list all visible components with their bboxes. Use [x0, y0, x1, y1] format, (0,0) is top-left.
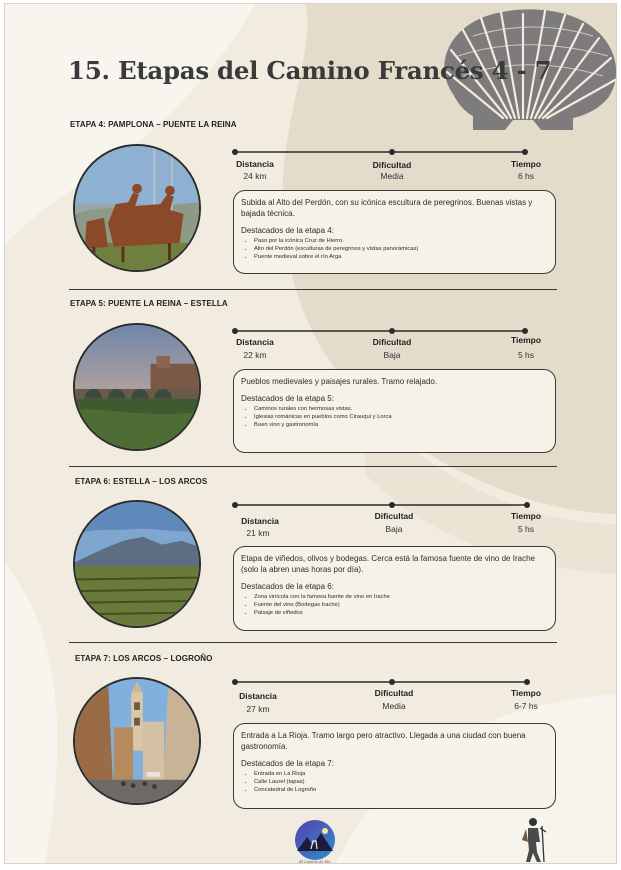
document-page	[4, 3, 617, 864]
highlights-title: Destacados de la etapa 5:	[241, 394, 334, 403]
highlights-list	[241, 405, 549, 430]
highlights-title: Destacados de la etapa 6:	[241, 582, 334, 591]
distance-value: 22 km	[243, 350, 267, 360]
time-value: 5 hs	[517, 524, 535, 534]
stage-info-box	[233, 546, 556, 631]
stage-info-box	[233, 369, 556, 453]
distance-label: Distancia	[241, 516, 279, 526]
stage-title: ETAPA 6: ESTELLA – LOS ARCOS	[75, 477, 208, 486]
stage-description: Etapa de viñedos, olivos y bodegas. Cerca está la famosa fuente de vino de Irache (solo la abren unas horas por día).	[241, 554, 535, 574]
list-item: • Puente medieval sobre el río Arga	[254, 253, 549, 261]
time-label: Tiempo	[510, 688, 542, 698]
timeline-dot	[522, 149, 528, 155]
stage-section	[5, 654, 617, 824]
pilgrim-hiker-icon	[520, 816, 550, 864]
highlights-list	[241, 770, 549, 795]
section-divider	[69, 642, 557, 643]
list-item: • Caminos rurales con hermosas vistas.	[254, 405, 549, 413]
timeline-dot	[522, 328, 528, 334]
difficulty-value: Baja	[385, 524, 403, 534]
timeline-dot	[389, 679, 395, 685]
highlights-title: Destacados de la etapa 4:	[241, 226, 334, 235]
difficulty-value: Media	[380, 171, 404, 181]
list-item: • Entrada en La Rioja	[254, 770, 549, 778]
list-item: • Concatedral de Logroño	[254, 786, 549, 794]
distance-value: 21 km	[246, 528, 270, 538]
stage-title: ETAPA 7: LOS ARCOS – LOGROÑO	[75, 654, 213, 663]
list-item: • Zona vinícola con la famosa fuente de vino en Irache	[254, 593, 549, 601]
timeline-dot	[232, 679, 238, 685]
difficulty-label: Dificultad	[374, 688, 414, 698]
time-label: Tiempo	[510, 511, 542, 521]
stage-description: Pueblos medievales y paisajes rurales. Tramo relajado.	[241, 377, 438, 386]
timeline-dot	[232, 149, 238, 155]
logo-text: El Camino de Fer	[299, 860, 331, 864]
page-title: 15. Etapas del Camino Francés 4 - 7	[68, 56, 552, 85]
list-item: • Fuente del vino (Bodegas Irache)	[254, 601, 549, 609]
stage-title: ETAPA 4: PAMPLONA – PUENTE LA REINA	[70, 120, 237, 129]
timeline-dot	[232, 328, 238, 334]
stage-section	[5, 120, 617, 290]
highlights-list	[241, 593, 549, 618]
list-item: • Iglesias románicas en pueblos como Cirauqui y Lorca	[254, 413, 549, 421]
timeline-dot	[389, 328, 395, 334]
difficulty-label: Dificultad	[374, 511, 414, 521]
timeline-dot	[524, 502, 530, 508]
stage-info-box	[233, 190, 556, 274]
difficulty-label: Dificultad	[372, 337, 412, 347]
stage-title: ETAPA 5: PUENTE LA REINA – ESTELLA	[70, 299, 228, 308]
stage-photo	[73, 144, 201, 272]
stage-section	[5, 299, 617, 469]
time-value: 6 hs	[517, 171, 535, 181]
distance-label: Distancia	[239, 691, 277, 701]
section-divider	[69, 466, 557, 467]
highlights-title: Destacados de la etapa 7:	[241, 759, 334, 768]
list-item: • Paisaje de viñedos	[254, 609, 549, 617]
time-label: Tiempo	[510, 335, 542, 345]
camino-logo-icon	[289, 819, 341, 861]
distance-value: 24 km	[243, 171, 267, 181]
list-item: • Alto del Perdón (esculturas de peregrinos y vistas panorámicas)	[254, 245, 549, 253]
stage-photo	[73, 323, 201, 451]
highlights-list	[241, 237, 549, 262]
stage-photo	[73, 677, 201, 805]
distance-label: Distancia	[236, 159, 274, 169]
distance-value: 27 km	[246, 704, 270, 714]
stage-description: Subida al Alto del Perdón, con su icónica escultura de peregrinos. Buenas vistas y bajada técnica.	[241, 198, 533, 218]
time-label: Tiempo	[510, 159, 542, 169]
difficulty-value: Baja	[383, 350, 401, 360]
time-value: 6-7 hs	[514, 701, 538, 711]
section-divider	[69, 289, 557, 290]
timeline-dot	[389, 502, 395, 508]
stage-info-box	[233, 723, 556, 809]
stage-section	[5, 477, 617, 647]
list-item: • Buen vino y gastronomía	[254, 421, 549, 429]
distance-label: Distancia	[236, 337, 274, 347]
stage-photo	[73, 500, 201, 628]
stage-description: Entrada a La Rioja. Tramo largo pero atractivo. Llegada a una ciudad con buena gastronomía.	[241, 731, 526, 751]
timeline-dot	[524, 679, 530, 685]
difficulty-label: Dificultad	[372, 160, 412, 170]
difficulty-value: Media	[382, 701, 406, 711]
timeline-dot	[389, 149, 395, 155]
list-item: • Calle Laurel (tapas)	[254, 778, 549, 786]
timeline-dot	[232, 502, 238, 508]
time-value: 5 hs	[517, 350, 535, 360]
list-item: • Paso por la icónica Cruz de Hierro.	[254, 237, 549, 245]
